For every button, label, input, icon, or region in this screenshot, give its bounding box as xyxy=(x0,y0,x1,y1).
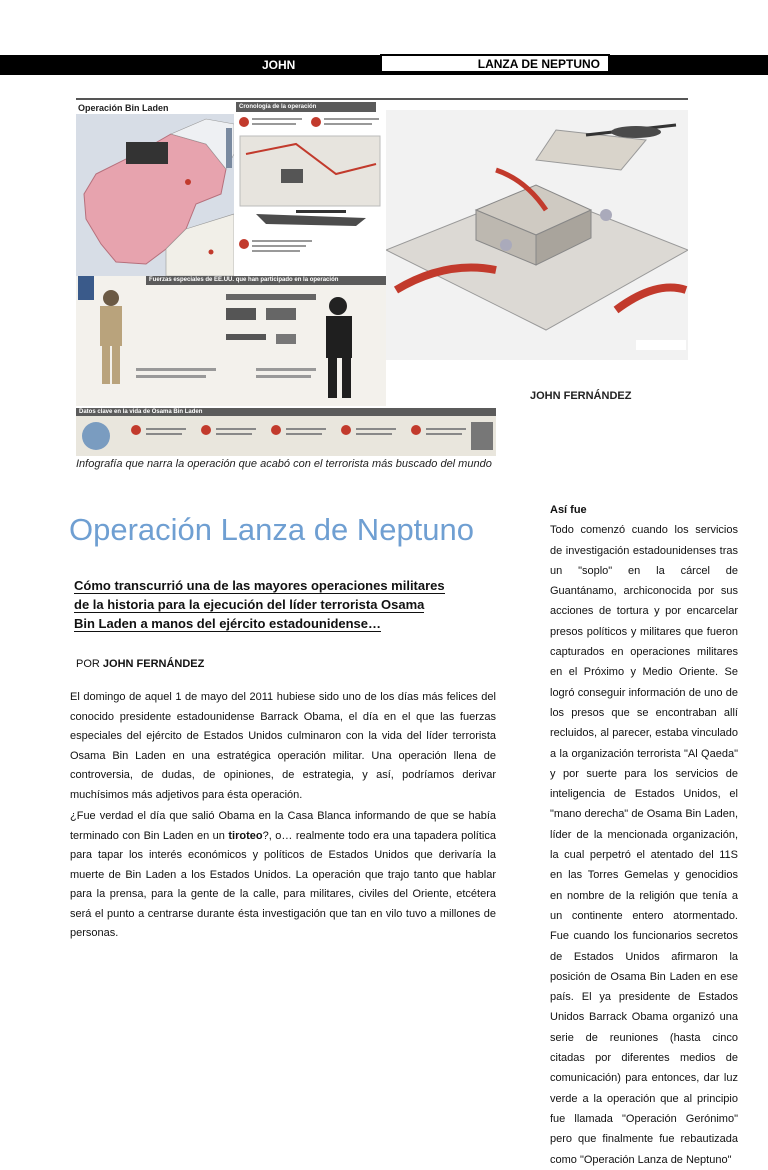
chronology-label: Cronología de la operación xyxy=(239,104,317,110)
chronology-banner xyxy=(236,102,376,112)
byline-name: JOHN FERNÁNDEZ xyxy=(102,658,205,670)
article-paragraph-2: ¿Fue verdad el día que salió Obama en la Casa Blanca informando de que se había terminado con Bin Laden en un tiroteo?, o… realmente todo era una tapadera política para tapar los interés económicos y políticos de Estados Unidos que derivaría la muerte de Bin Laden a los Estados Unidos. La operación que trajo tanto que hablar para la prensa, para la gente de la calle, para militares, civiles del Oriente, etcétera será el punto a centrarse durante ésta investigación que tan en vilo tuvo a millones de personas. xyxy=(70,810,496,939)
article-title: Operación Lanza de Neptuno xyxy=(69,512,475,547)
emphasis-word: tiroteo xyxy=(228,829,263,842)
pakistan-map-illustration xyxy=(76,114,234,276)
compound-drawing xyxy=(386,110,688,360)
sidebar-body: Todo comenzó cuando los servicios de investigación estadounidenses tras un "soplo" en la cárcel de Guantánamo, archiconocida por sus acciones de tortura y por encarcelar presos políticos y militares que fueron capturados en operaciones militares en el Próximo y Medio Oriente. Se logró conseguir información de uno de los presos que se encontraban allí recluidos, al parecer, estaba vinculado a la organización terrorista "Al Qaeda" y por suerte para los servicios de inteligencia de Estados Unidos, el "mano derecha" de Osama Bin Laden, líder de la mencionada organización, la cual perpetró el atentado del 11S en las Torres Gemelas y genocidios en nombre de la religión que tenía a un continente entero atormentado. Fue cuando los funcionarios secretos de Estados Unidos afirmaron la posición de Osama Bin Laden en ese país. El ya presidente de Estados Unidos Barrack Obama organizó una serie de reuniones (hasta cinco citadas por diferentes medios de comunicación) para entonces, dar luz verde a la operación que al principio fue llamada "Operación Gerónimo" pero que finalmente fue rebautizada como "Operación Lanza de Neptuno" xyxy=(550,524,738,1166)
article-subtitle xyxy=(74,576,474,633)
header-author: JOHN FERNÁNDEZ xyxy=(262,58,336,92)
special-forces-panel xyxy=(76,276,386,406)
byline-prefix: POR xyxy=(76,658,100,670)
infographic-caption: Infografía que narra la operación que acabó con el terrorista más buscado del mundo xyxy=(76,458,492,470)
infographic xyxy=(76,98,688,456)
subtitle-line: de la historia para la ejecución del líder terrorista Osama xyxy=(74,597,425,612)
timeline-banner xyxy=(76,408,496,416)
article-paragraph-1: El domingo de aquel 1 de mayo del 2011 hubiese sido uno de los días más felices del conocido presidente estadounidense Barrack Obama, el día en el que las fuerzas especiales del ejército de Estados Unidos culminaron con la vida del líder terrorista Osama Bin Laden en una estratégica operación militar. Una operación llena de controversia, de dudas, de opiniones, de estrategia, y así, podríamos derivar muchísimos más adjetivos para ésta operación. xyxy=(70,691,496,801)
sidebar-column xyxy=(550,500,738,1170)
timeline-label: Datos clave en la vida de Osama Bin Laden xyxy=(79,409,203,415)
map-illustration xyxy=(76,114,234,276)
infographic-author: JOHN FERNÁNDEZ xyxy=(530,390,632,402)
sidebar-heading: Así fue xyxy=(550,504,587,516)
header-section-title: LANZA DE NEPTUNO xyxy=(477,57,600,71)
chronology-illustration xyxy=(236,114,386,284)
subtitle-line: Bin Laden a manos del ejército estadounidense… xyxy=(74,616,382,631)
forces-label: Fuerzas especiales de EE.UU. que han participado en la operación xyxy=(149,277,339,283)
timeline-illustration xyxy=(76,416,496,456)
subtitle-line: Cómo transcurrió una de las mayores operaciones militares xyxy=(74,578,445,593)
timeline-panel xyxy=(76,408,496,456)
soldiers-illustration xyxy=(76,276,386,406)
compound-illustration xyxy=(386,110,688,360)
forces-banner xyxy=(146,276,386,285)
chronology-steps xyxy=(236,114,386,284)
article-byline xyxy=(76,658,204,670)
infographic-title: Operación Bin Laden xyxy=(78,103,169,113)
header-section-box xyxy=(380,54,610,73)
